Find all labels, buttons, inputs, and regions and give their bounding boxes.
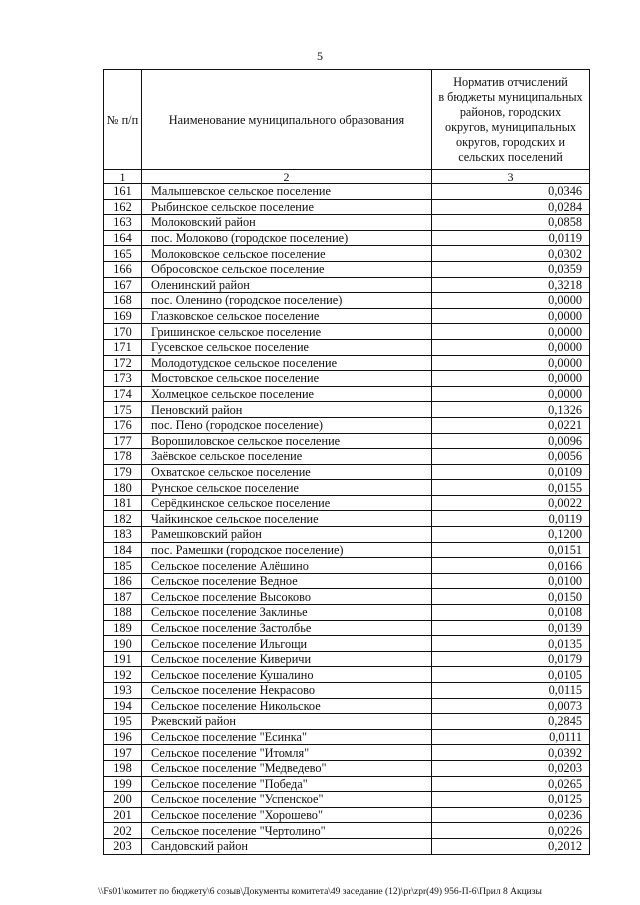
table-row [104,230,590,246]
municipality-name: пос. Рамешки (городское поселение) [142,542,432,558]
municipality-name: Ворошиловское сельское поселение [142,433,432,449]
table-row [104,620,590,636]
table-row [104,449,590,465]
row-number: 183 [104,527,142,543]
norm-value: 0,0000 [432,293,590,309]
table-row [104,339,590,355]
table-row [104,807,590,823]
norm-value: 0,0346 [432,184,590,200]
row-number: 170 [104,324,142,340]
row-number: 167 [104,277,142,293]
norm-value: 0,0096 [432,433,590,449]
norm-value: 0,0265 [432,776,590,792]
municipality-name: Оленинский район [142,277,432,293]
table-row [104,261,590,277]
row-number: 163 [104,215,142,231]
municipality-name: Сельское поселение "Итомля" [142,745,432,761]
municipality-name: Серёдкинское сельское поселение [142,495,432,511]
row-number: 182 [104,511,142,527]
row-number: 162 [104,199,142,215]
norms-table [103,69,590,855]
municipality-name: Гусевское сельское поселение [142,339,432,355]
table-row [104,729,590,745]
row-number: 176 [104,417,142,433]
municipality-name: Сельское поселение Никольское [142,698,432,714]
municipality-name: Заёвское сельское поселение [142,449,432,465]
norm-value: 0,0359 [432,261,590,277]
header-norm-line: Норматив отчислений [453,75,568,89]
norm-value: 0,0108 [432,605,590,621]
row-number: 181 [104,495,142,511]
row-number: 193 [104,683,142,699]
municipality-name: Сельское поселение "Чертолино" [142,823,432,839]
norm-value: 0,0119 [432,511,590,527]
municipality-name: Сельское поселение Высоково [142,589,432,605]
municipality-name: Чайкинское сельское поселение [142,511,432,527]
municipality-name: Рамешковский район [142,527,432,543]
municipality-name: Пеновский район [142,402,432,418]
norm-value: 0,0155 [432,480,590,496]
column-index: 2 [142,170,432,184]
norm-value: 0,0166 [432,558,590,574]
norm-value: 0,0000 [432,308,590,324]
row-number: 171 [104,339,142,355]
header-norm [432,70,590,170]
municipality-name: Обросовское сельское поселение [142,261,432,277]
table-row [104,308,590,324]
norm-value: 0,0302 [432,246,590,262]
table-row [104,355,590,371]
row-number: 180 [104,480,142,496]
municipality-name: Ржевский район [142,714,432,730]
norm-value: 0,0111 [432,729,590,745]
norm-value: 0,0151 [432,542,590,558]
norm-value: 0,0392 [432,745,590,761]
table-row [104,464,590,480]
header-norm-line: сельских поселений [458,150,563,164]
table-row [104,495,590,511]
municipality-name: Сельское поселение Ильгощи [142,636,432,652]
row-number: 184 [104,542,142,558]
norm-value: 0,0105 [432,667,590,683]
norm-value: 0,0150 [432,589,590,605]
table-row [104,215,590,231]
municipality-name: Молоковский район [142,215,432,231]
table-row [104,714,590,730]
norm-value: 0,1200 [432,527,590,543]
row-number: 188 [104,605,142,621]
row-number: 166 [104,261,142,277]
row-number: 169 [104,308,142,324]
municipality-name: Сельское поселение Кушалино [142,667,432,683]
row-number: 179 [104,464,142,480]
municipality-name: пос. Пено (городское поселение) [142,417,432,433]
norm-value: 0,0221 [432,417,590,433]
municipality-name: Сельское поселение "Медведево" [142,760,432,776]
norm-value: 0,2845 [432,714,590,730]
municipality-name: Сельское поселение "Победа" [142,776,432,792]
municipality-name: Рунское сельское поселение [142,480,432,496]
municipality-name: Холмецкое сельское поселение [142,386,432,402]
row-number: 202 [104,823,142,839]
municipality-name: пос. Оленино (городское поселение) [142,293,432,309]
norm-value: 0,0056 [432,449,590,465]
norm-value: 0,0000 [432,324,590,340]
table-row [104,683,590,699]
table-row [104,386,590,402]
row-number: 191 [104,651,142,667]
norm-value: 0,0100 [432,573,590,589]
row-number: 194 [104,698,142,714]
municipality-name: Сельское поселение "Успенское" [142,792,432,808]
row-number: 161 [104,184,142,200]
norm-value: 0,2012 [432,838,590,854]
norm-value: 0,0139 [432,620,590,636]
municipality-name: Гришинское сельское поселение [142,324,432,340]
municipality-name: Сельское поселение Ведное [142,573,432,589]
row-number: 185 [104,558,142,574]
norm-value: 0,0000 [432,339,590,355]
row-number: 203 [104,838,142,854]
header-number: № п/п [104,70,142,170]
table-header-row [104,70,590,170]
column-index-row [104,170,590,184]
row-number: 177 [104,433,142,449]
municipality-name: Молодотудское сельское поселение [142,355,432,371]
table-row [104,542,590,558]
table-row [104,651,590,667]
table-body [104,184,590,855]
norm-value: 0,0022 [432,495,590,511]
table-row [104,402,590,418]
table-row [104,371,590,387]
norm-value: 0,0203 [432,760,590,776]
row-number: 178 [104,449,142,465]
table-row [104,760,590,776]
row-number: 196 [104,729,142,745]
municipality-name: Сельское поселение Алёшино [142,558,432,574]
norm-value: 0,3218 [432,277,590,293]
header-norm-line: в бюджеты муниципальных [438,90,583,104]
table-row [104,293,590,309]
municipality-name: Рыбинское сельское поселение [142,199,432,215]
footer-file-path: \\Fs01\комитет по бюджету\6 созыв\Документы комитета\49 заседание (12)\pr\zpr(49) 956-П-6\Прил 8 Акцизы [98,887,542,897]
table-row [104,511,590,527]
row-number: 190 [104,636,142,652]
column-index: 3 [432,170,590,184]
row-number: 192 [104,667,142,683]
municipality-name: Мостовское сельское поселение [142,371,432,387]
column-index: 1 [104,170,142,184]
norm-value: 0,0000 [432,386,590,402]
norm-value: 0,0073 [432,698,590,714]
row-number: 186 [104,573,142,589]
header-norm-line: округов, городских и [455,135,566,149]
row-number: 187 [104,589,142,605]
table-row [104,573,590,589]
row-number: 195 [104,714,142,730]
row-number: 168 [104,293,142,309]
municipality-name: Глазковское сельское поселение [142,308,432,324]
header-norm-line: округов, муниципальных [444,120,577,134]
table-row [104,417,590,433]
municipality-name: Молоковское сельское поселение [142,246,432,262]
table-row [104,433,590,449]
municipality-name: Сельское поселение Заклинье [142,605,432,621]
row-number: 164 [104,230,142,246]
norm-value: 0,0000 [432,355,590,371]
row-number: 174 [104,386,142,402]
header-name: Наименование муниципального образования [142,70,432,170]
norm-value: 0,0284 [432,199,590,215]
table-row [104,838,590,854]
table-row [104,605,590,621]
row-number: 197 [104,745,142,761]
norm-value: 0,0135 [432,636,590,652]
row-number: 200 [104,792,142,808]
row-number: 172 [104,355,142,371]
row-number: 201 [104,807,142,823]
municipality-name: Сельское поселение Некрасово [142,683,432,699]
table-row [104,324,590,340]
row-number: 175 [104,402,142,418]
table-row [104,527,590,543]
norm-value: 0,0000 [432,371,590,387]
municipality-name: Малышевское сельское поселение [142,184,432,200]
municipality-name: Сельское поселение "Есинка" [142,729,432,745]
row-number: 189 [104,620,142,636]
municipality-name: Охватское сельское поселение [142,464,432,480]
page-number: 5 [317,49,323,63]
table-row [104,480,590,496]
norm-value: 0,0119 [432,230,590,246]
norm-value: 0,0125 [432,792,590,808]
table-row [104,776,590,792]
norm-value: 0,0858 [432,215,590,231]
table-row [104,823,590,839]
norm-value: 0,0236 [432,807,590,823]
norm-value: 0,0179 [432,651,590,667]
row-number: 173 [104,371,142,387]
municipality-name: Сельское поселение "Хорошево" [142,807,432,823]
row-number: 199 [104,776,142,792]
table-row [104,589,590,605]
table-row [104,246,590,262]
norm-value: 0,0226 [432,823,590,839]
table-row [104,667,590,683]
norm-value: 0,0109 [432,464,590,480]
table-row [104,277,590,293]
table-row [104,636,590,652]
row-number: 198 [104,760,142,776]
table-row [104,792,590,808]
municipality-name: пос. Молоково (городское поселение) [142,230,432,246]
municipality-name: Сандовский район [142,838,432,854]
norm-value: 0,1326 [432,402,590,418]
header-norm-line: районов, городских [459,105,562,119]
norm-value: 0,0115 [432,683,590,699]
row-number: 165 [104,246,142,262]
table-row [104,184,590,200]
table-row [104,745,590,761]
municipality-name: Сельское поселение Застолбье [142,620,432,636]
table-row [104,558,590,574]
municipality-name: Сельское поселение Киверичи [142,651,432,667]
table-row [104,199,590,215]
table-row [104,698,590,714]
